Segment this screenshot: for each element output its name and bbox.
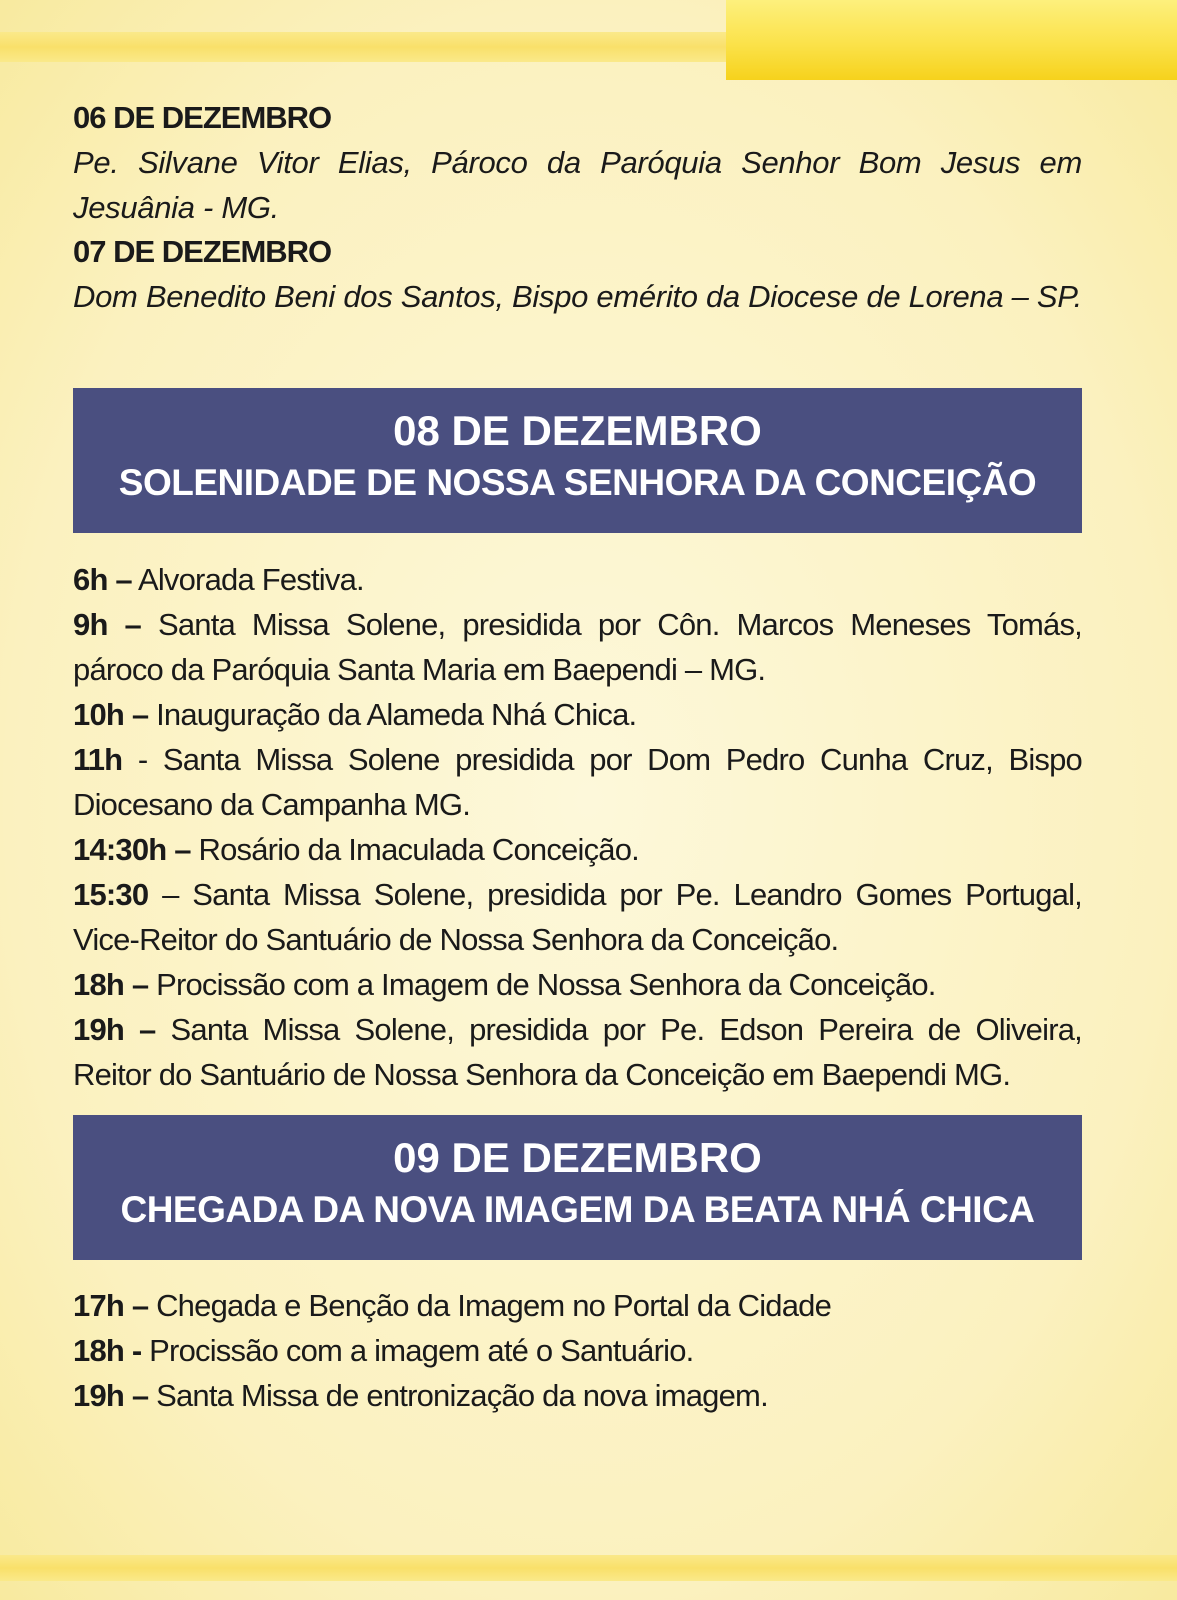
schedule-time: 9h – [73, 607, 141, 642]
schedule-description: Santa Missa de entronização da nova imagem. [148, 1378, 768, 1413]
bottom-decorative-band [0, 1555, 1177, 1581]
schedule-item [73, 557, 1082, 602]
schedule-time: 18h - [73, 1333, 142, 1368]
schedule-time: 14:30h – [73, 832, 191, 867]
banner-title: 09 DE DEZEMBRO [393, 1134, 762, 1181]
banner-subtitle: SOLENIDADE DE NOSSA SENHORA DA CONCEIÇÃO [118, 462, 1037, 503]
schedule-description: Inauguração da Alameda Nhá Chica. [148, 697, 637, 732]
schedule-description: Alvorada Festiva. [131, 562, 364, 597]
schedule-description: Rosário da Imaculada Conceição. [190, 832, 639, 867]
schedule-item [73, 1328, 1082, 1373]
schedule-description: Santa Missa Solene, presidida por Côn. Marcos Meneses Tomás, pároco da Paróquia Santa Maria em Baependi – MG. [73, 607, 1082, 687]
top-section [73, 96, 1082, 319]
schedule-description: - Santa Missa Solene presidida por Dom Pedro Cunha Cruz, Bispo Diocesano da Campanha MG. [73, 742, 1082, 822]
schedule-description: Procissão com a imagem até o Santuário. [141, 1333, 694, 1368]
schedule-item [73, 827, 1082, 872]
schedule-time: 10h – [73, 697, 149, 732]
schedule-item [73, 1007, 1082, 1097]
celebrant-text: Pe. Silvane Vitor Elias, Pároco da Paróquia Senhor Bom Jesus em Jesuânia - MG. [73, 145, 1082, 225]
celebrant-text: Dom Benedito Beni dos Santos, Bispo emérito da Diocese de Lorena – SP. [73, 279, 1082, 314]
schedule-list [73, 557, 1082, 1097]
schedule-time: 18h – [73, 967, 149, 1002]
schedule-item [73, 872, 1082, 962]
schedule-item [73, 1283, 1082, 1328]
schedule-list [73, 1283, 1082, 1418]
top-right-decorative-block [726, 0, 1177, 80]
date-heading: 06 DE DEZEMBRO [73, 100, 332, 135]
schedule-time: 15:30 [73, 877, 149, 912]
schedule-time: 19h – [73, 1012, 156, 1047]
schedule-item [73, 602, 1082, 692]
banner-title: 08 DE DEZEMBRO [393, 407, 762, 454]
schedule-time: 19h – [73, 1378, 149, 1413]
schedule-time: 11h [73, 742, 123, 777]
schedule-item [73, 1373, 1082, 1418]
day-banner [73, 1115, 1082, 1260]
schedule-description: Procissão com a Imagem de Nossa Senhora da Conceição. [148, 967, 936, 1002]
schedule-item [73, 737, 1082, 827]
banner-subtitle: CHEGADA DA NOVA IMAGEM DA BEATA NHÁ CHICA [120, 1189, 1035, 1230]
schedule-description: – Santa Missa Solene, presidida por Pe. Leandro Gomes Portugal, Vice-Reitor do Santuário de Nossa Senhora da Conceição. [73, 877, 1082, 957]
schedule-item [73, 962, 1082, 1007]
schedule-time: 6h – [73, 562, 132, 597]
day-banner [73, 388, 1082, 533]
schedule-item [73, 692, 1082, 737]
date-heading: 07 DE DEZEMBRO [73, 234, 332, 269]
schedule-description: Chegada e Benção da Imagem no Portal da Cidade [148, 1288, 832, 1323]
schedule-time: 17h – [73, 1288, 149, 1323]
schedule-description: Santa Missa Solene, presidida por Pe. Edson Pereira de Oliveira, Reitor do Santuário de Nossa Senhora da Conceição em Baependi MG. [73, 1012, 1082, 1092]
